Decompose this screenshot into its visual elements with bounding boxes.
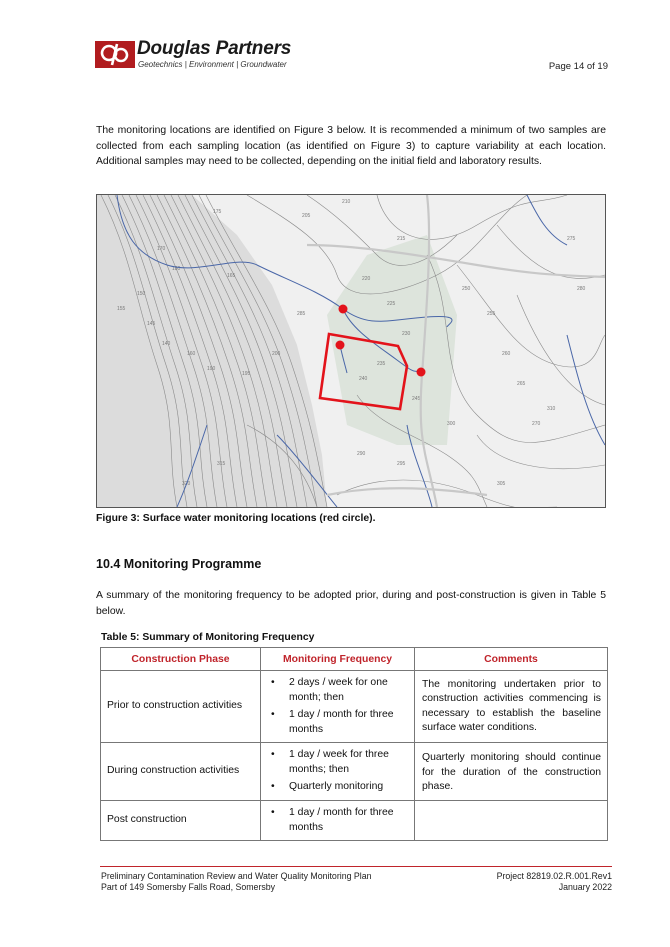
monitoring-location-marker (336, 341, 345, 350)
frequency-item: • 1 day / month for three months (289, 806, 408, 835)
contour-label: 170 (157, 246, 166, 252)
monitoring-frequency-table (100, 647, 608, 841)
contour-label: 200 (272, 351, 281, 357)
contour-label: 240 (359, 376, 368, 382)
contour-label: 260 (502, 351, 511, 357)
contour-label: 285 (297, 311, 306, 317)
column-header: Monitoring Frequency (261, 648, 415, 671)
column-header: Construction Phase (101, 648, 261, 671)
contour-label: 145 (147, 321, 156, 327)
contour-label: 300 (447, 421, 456, 427)
monitoring-location-marker (339, 305, 348, 314)
contour-label: 250 (462, 286, 471, 292)
logo-mark-icon (95, 41, 135, 68)
phase-cell: Prior to construction activities (101, 671, 261, 743)
frequency-cell (261, 743, 415, 801)
page-number: Page 14 of 19 (548, 61, 608, 72)
contour-label: 275 (567, 236, 576, 242)
contour-label: 175 (213, 209, 222, 215)
summary-paragraph: A summary of the monitoring frequency to be adopted prior, during and post-construction is given in Table 5 below. (96, 590, 606, 617)
frequency-item: • 2 days / week for one month; then (289, 676, 408, 705)
table-header-row (101, 648, 608, 671)
table-row (101, 671, 608, 743)
contour-label: 235 (377, 361, 386, 367)
contour-label: 195 (242, 371, 251, 377)
contour-label: 245 (412, 396, 421, 402)
figure-caption: Figure 3: Surface water monitoring locations (red circle). (96, 513, 376, 524)
contour-label: 310 (547, 406, 556, 412)
table-row (101, 743, 608, 801)
contour-label: 230 (402, 331, 411, 337)
comment-cell: Quarterly monitoring should continue for the duration of the construction phase. (415, 743, 608, 801)
contour-label: 225 (387, 301, 396, 307)
comment-cell: The monitoring undertaken prior to construction activities commencing is necessary to establish the baseline surface water conditions. (415, 671, 608, 743)
contour-label: 270 (532, 421, 541, 427)
company-name: Douglas Partners (137, 38, 292, 59)
contour-label: 205 (302, 213, 311, 219)
frequency-item: • 1 day / week for three months; then (289, 748, 408, 777)
frequency-item: • Quarterly monitoring (289, 780, 408, 795)
contour-label: 190 (207, 366, 216, 372)
map-canvas (97, 195, 605, 507)
footer-report-title: Preliminary Contamination Review and Water Quality Monitoring Plan (101, 871, 372, 881)
phase-cell: Post construction (101, 801, 261, 841)
frequency-cell (261, 671, 415, 743)
section-heading: 10.4 Monitoring Programme (96, 557, 262, 571)
contour-label: 265 (517, 381, 526, 387)
company-tagline: Geotechnics | Environment | Groundwater (138, 60, 287, 69)
contour-label: 255 (487, 311, 496, 317)
contour-label: 180 (172, 266, 181, 272)
monitoring-location-marker (417, 368, 426, 377)
site-map (96, 194, 606, 508)
contour-label: 160 (187, 351, 196, 357)
contour-label: 220 (362, 276, 371, 282)
phase-cell: During construction activities (101, 743, 261, 801)
company-logo (95, 38, 310, 73)
contour-label: 155 (117, 306, 126, 312)
footer-project-number: Project 82819.02.R.001.Rev1 (496, 871, 612, 881)
footer-divider (100, 866, 612, 867)
table-row (101, 801, 608, 841)
contour-label: 295 (397, 461, 406, 467)
table-caption: Table 5: Summary of Monitoring Frequency (101, 632, 315, 643)
frequency-item: • 1 day / month for three months (289, 708, 408, 737)
column-header: Comments (415, 648, 608, 671)
contour-label: 140 (162, 341, 171, 347)
footer-address: Part of 149 Somersby Falls Road, Somersby (101, 882, 276, 892)
contour-label: 150 (137, 291, 146, 297)
footer-date: January 2022 (558, 882, 612, 892)
contour-label: 280 (577, 286, 586, 292)
contour-label: 290 (357, 451, 366, 457)
contour-label: 305 (497, 481, 506, 487)
contour-label: 210 (342, 199, 351, 205)
contour-label: 215 (397, 236, 406, 242)
comment-cell (415, 801, 608, 841)
frequency-cell (261, 801, 415, 841)
intro-paragraph: The monitoring locations are identified on Figure 3 below. It is recommended a minimum of two samples are collected from each sampling location (as identified on Figure 3) to capture variability at each location. Additional samples may need to be collected, depending on the initial field and laboratory results. (96, 125, 606, 167)
contour-label: 315 (217, 461, 226, 467)
contour-label: 320 (182, 481, 191, 487)
contour-label: 165 (227, 273, 236, 279)
